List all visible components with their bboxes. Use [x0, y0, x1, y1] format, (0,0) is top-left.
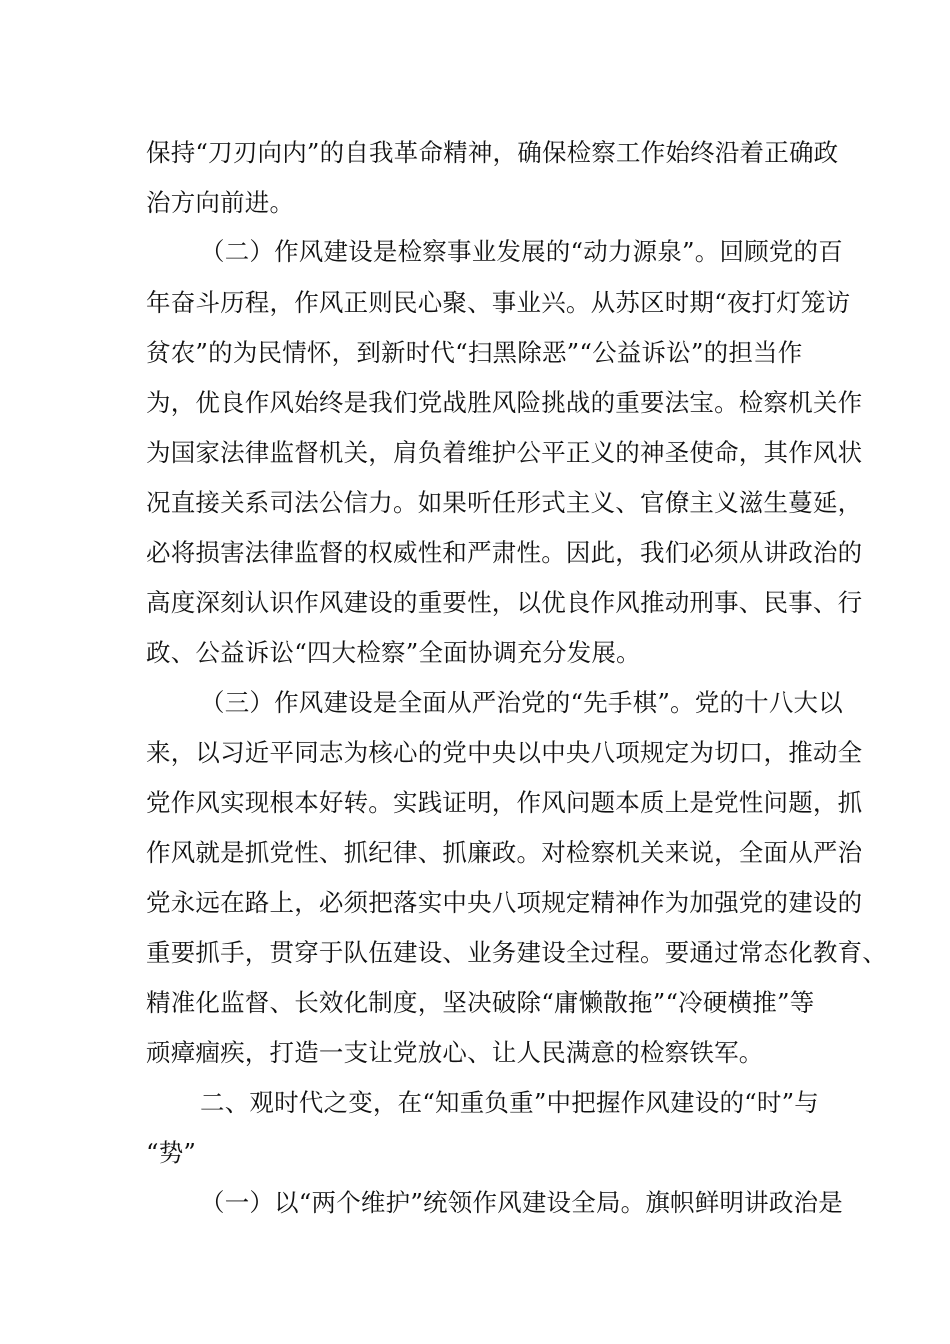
text-line-15: 作风就是抓党性、抓纪律、抓廉政。对检察机关来说，全面从严治 [146, 838, 863, 867]
text-line-6: 为，优良作风始终是我们党战胜风险挑战的重要法宝。检察机关作 [146, 388, 863, 417]
text-line-18: 精准化监督、长效化制度，坚决破除“庸懒散拖”“冷硬横推”等 [146, 988, 815, 1017]
paragraph-heading-1: （一）以“两个维护”统领作风建设全局。旗帜鲜明讲政治是 [200, 1188, 843, 1217]
text-line-7: 为国家法律监督机关，肩负着维护公平正义的神圣使命，其作风状 [146, 438, 863, 467]
text-line-8: 况直接关系司法公信力。如果听任形式主义、官僚主义滋生蔓延， [146, 488, 863, 517]
section-heading-2-cont: “势” [146, 1138, 197, 1167]
paragraph-heading-3: （三）作风建设是全面从严治党的“先手棋”。党的十八大以 [200, 688, 843, 717]
section-heading-2: 二、观时代之变，在“知重负重”中把握作风建设的“时”与 [200, 1088, 819, 1117]
text-line-16: 党永远在路上，必须把落实中央八项规定精神作为加强党的建设的 [146, 888, 863, 917]
text-line-10: 高度深刻认识作风建设的重要性，以优良作风推动刑事、民事、行 [146, 588, 863, 617]
text-line-14: 党作风实现根本好转。实践证明，作风问题本质上是党性问题，抓 [146, 788, 863, 817]
text-line-1: 保持“刀刃向内”的自我革命精神，确保检察工作始终沿着正确政 [146, 138, 839, 167]
text-line-17: 重要抓手，贯穿于队伍建设、业务建设全过程。要通过常态化教育、 [146, 938, 887, 967]
text-line-19: 顽瘴痼疾，打造一支让党放心、让人民满意的检察铁军。 [146, 1038, 764, 1067]
text-line-13: 来，以习近平同志为核心的党中央以中央八项规定为切口，推动全 [146, 738, 863, 767]
text-line-4: 年奋斗历程，作风正则民心聚、事业兴。从苏区时期“夜打灯笼访 [146, 288, 851, 317]
paragraph-heading-2: （二）作风建设是检察事业发展的“动力源泉”。回顾党的百 [200, 237, 843, 266]
text-line-9: 必将损害法律监督的权威性和严肃性。因此，我们必须从讲政治的 [146, 538, 863, 567]
text-line-5: 贫农”的为民情怀，到新时代“扫黑除恶”“公益诉讼”的担当作 [146, 338, 803, 367]
text-line-2: 治方向前进。 [146, 188, 295, 217]
text-line-11: 政、公益诉讼“四大检察”全面协调充分发展。 [146, 638, 641, 667]
